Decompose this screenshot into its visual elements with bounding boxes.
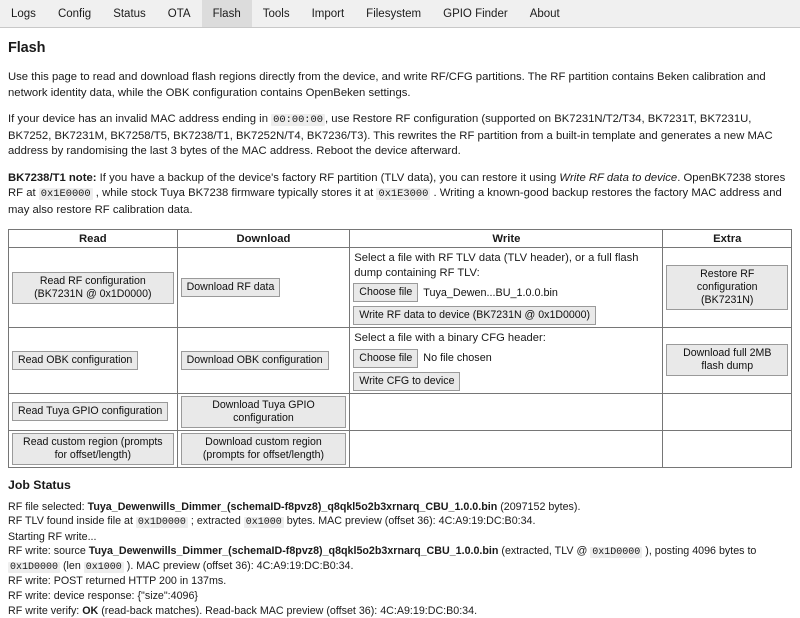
choose-file-button-cfg[interactable]: Choose file — [353, 349, 418, 368]
table-row — [9, 248, 792, 328]
bk7238-note-part1: If you have a backup of the device's factory RF partition (TLV data), you can restore it using — [97, 172, 560, 184]
log-line-device-response: RF write: device response: {"size":4096} — [8, 590, 792, 604]
intro-paragraph: Use this page to read and download flash regions directly from the device, and write RF/CFG partitions. The RF partition contains Beken calibration and network identity data, while the OBK configuration contains OpenBeken settings. — [8, 70, 792, 101]
log-line-rf-file-selected — [8, 501, 792, 515]
log-tlv-offset-code: 0x1D0000 — [136, 517, 188, 528]
cell-read-custom-region — [9, 430, 178, 467]
cell-extra-full-dump — [663, 328, 792, 394]
cell-write-empty-row4 — [350, 430, 663, 467]
log-line-http-response: RF write: POST returned HTTP 200 in 137ms. — [8, 575, 792, 589]
cell-download-obk — [177, 328, 350, 394]
log-write-part4: (len — [60, 560, 84, 572]
cell-write-empty-row3 — [350, 393, 663, 430]
tab-import[interactable]: Import — [301, 0, 356, 27]
tab-gpio-finder[interactable]: GPIO Finder — [432, 0, 519, 27]
mac-note-part1: If your device has an invalid MAC address ending in — [8, 113, 268, 125]
tab-config[interactable]: Config — [47, 0, 102, 27]
table-row — [9, 393, 792, 430]
log-write-part2: (extracted, TLV @ — [498, 545, 590, 557]
restore-rf-configuration-button[interactable]: Restore RF configuration (BK7231N) — [666, 265, 788, 310]
download-tuya-gpio-configuration-button[interactable]: Download Tuya GPIO configuration — [181, 396, 347, 428]
log-write-part1: RF write: source — [8, 545, 89, 557]
bk7238-note-label: BK7238/T1 note: — [8, 172, 97, 184]
log-line-rf-tlv-found — [8, 515, 792, 530]
table-row — [9, 430, 792, 467]
log-prefix-file-selected: RF file selected: — [8, 501, 88, 513]
tab-about[interactable]: About — [519, 0, 571, 27]
tab-ota[interactable]: OTA — [157, 0, 202, 27]
write-rf-instruction-label: Select a file with RF TLV data (TLV header), or a full flash dump containing RF TLV: — [354, 251, 659, 280]
log-tlv-length-code: 0x1000 — [244, 517, 284, 528]
cell-extra-restore-rf — [663, 248, 792, 328]
log-file-size: (2097152 bytes). — [497, 501, 580, 513]
read-obk-configuration-button[interactable]: Read OBK configuration — [12, 351, 138, 370]
rf-file-picker-row — [353, 283, 659, 302]
table-header-row — [9, 230, 792, 248]
cell-extra-empty-row4 — [663, 430, 792, 467]
cell-download-rf — [177, 248, 350, 328]
tab-status[interactable]: Status — [102, 0, 157, 27]
column-header-extra: Extra — [663, 230, 792, 248]
log-verify-status-ok: OK — [82, 605, 98, 617]
log-tlv-part1: RF TLV found inside file at — [8, 515, 136, 527]
job-status-heading: Job Status — [8, 478, 792, 492]
cell-read-obk — [9, 328, 178, 394]
bk7238-note-part3: , while stock Tuya BK7238 firmware typically stores it at — [93, 187, 377, 199]
cell-read-rf — [9, 248, 178, 328]
tab-tools[interactable]: Tools — [252, 0, 301, 27]
log-verify-part1: RF write verify: — [8, 605, 82, 617]
tab-filesystem[interactable]: Filesystem — [355, 0, 432, 27]
bk7238-note-code-tuya-addr: 0x1E3000 — [376, 188, 430, 200]
write-cfg-instruction-label: Select a file with a binary CFG header: — [354, 331, 659, 346]
mac-note-part2: , use Restore RF configuration (supported on BK7231N/T2/T34, BK7231T, BK7231U, BK7252, BK7231M, BK7258/T5, BK7238/T1, BK7252N/T4, BK7236/T3). This rewrites the RF partition from a built-in template and generates a new MAC address by randomising the last 3 bytes of the MAC address. Reboot the device afterward. — [8, 113, 773, 157]
cell-extra-empty-row3 — [663, 393, 792, 430]
cfg-file-picker-row — [353, 349, 659, 368]
cell-download-tuya-gpio — [177, 393, 350, 430]
mac-note-code-zeros: 00:00:00 — [271, 114, 325, 126]
read-tuya-gpio-configuration-button[interactable]: Read Tuya GPIO configuration — [12, 402, 168, 421]
mac-note-paragraph — [8, 112, 792, 160]
log-write-filename: Tuya_Dewenwills_Dimmer_(schemaID-f8pvz8)_q8qkl5o2b3xrnarq_CBU_1.0.0.bin — [89, 545, 499, 557]
log-write-target-addr-code: 0x1D0000 — [8, 562, 60, 573]
page-content — [0, 28, 800, 618]
log-tlv-part3: bytes. MAC preview (offset 36): 4C:A9:19:DC:B0:34. — [284, 515, 536, 527]
table-row — [9, 328, 792, 394]
cell-read-tuya-gpio — [9, 393, 178, 430]
cell-write-rf — [350, 248, 663, 328]
main-tab-bar — [0, 0, 800, 28]
log-selected-filename: Tuya_Dewenwills_Dimmer_(schemaID-f8pvz8)_q8qkl5o2b3xrnarq_CBU_1.0.0.bin — [88, 501, 498, 513]
log-write-part5: ). MAC preview (offset 36): 4C:A9:19:DC:B0:34. — [124, 560, 354, 572]
write-rf-data-to-device-button[interactable]: Write RF data to device (BK7231N @ 0x1D0000) — [353, 306, 596, 325]
download-custom-region-button[interactable]: Download custom region (prompts for offset/length) — [181, 433, 347, 465]
log-write-part3: ), posting 4096 bytes to — [642, 545, 756, 557]
cell-write-cfg — [350, 328, 663, 394]
bk7238-note-part4: . Writing a known-good backup restores the factory MAC address and may also restore RF calibration data. — [8, 187, 782, 216]
choose-file-button-rf[interactable]: Choose file — [353, 283, 418, 302]
column-header-read: Read — [9, 230, 178, 248]
log-tlv-part2: ; extracted — [188, 515, 244, 527]
chosen-file-name-cfg: No file chosen — [423, 352, 491, 364]
download-obk-configuration-button[interactable]: Download OBK configuration — [181, 351, 329, 370]
flash-operations-table — [8, 229, 792, 468]
bk7238-note-italic-write-rf: Write RF data to device — [559, 172, 677, 184]
write-cfg-to-device-button[interactable]: Write CFG to device — [353, 372, 460, 391]
log-verify-part2: (read-back matches). Read-back MAC preview (offset 36): 4C:A9:19:DC:B0:34. — [98, 605, 477, 617]
bk7238-note-part2: . OpenBK7238 stores RF at — [8, 172, 785, 200]
cell-download-custom-region — [177, 430, 350, 467]
bk7238-note-paragraph — [8, 171, 792, 219]
job-status-log — [8, 501, 792, 618]
log-line-write-verify — [8, 605, 792, 618]
bk7238-note-code-openbk-addr: 0x1E0000 — [39, 188, 93, 200]
chosen-file-name-rf: Tuya_Dewen...BU_1.0.0.bin — [423, 287, 558, 299]
page-title: Flash — [8, 40, 792, 56]
log-write-tlv-addr-code: 0x1D0000 — [590, 547, 642, 558]
tab-flash[interactable]: Flash — [202, 0, 252, 27]
read-rf-configuration-button[interactable]: Read RF configuration (BK7231N @ 0x1D0000) — [12, 272, 174, 304]
download-rf-data-button[interactable]: Download RF data — [181, 278, 281, 297]
tab-logs[interactable]: Logs — [0, 0, 47, 27]
column-header-write: Write — [350, 230, 663, 248]
log-line-starting-rf-write: Starting RF write... — [8, 531, 792, 545]
log-line-rf-write-source — [8, 545, 792, 574]
log-write-len-code: 0x1000 — [84, 562, 124, 573]
read-custom-region-button[interactable]: Read custom region (prompts for offset/length) — [12, 433, 174, 465]
column-header-download: Download — [177, 230, 350, 248]
download-full-flash-dump-button[interactable]: Download full 2MB flash dump — [666, 344, 788, 376]
